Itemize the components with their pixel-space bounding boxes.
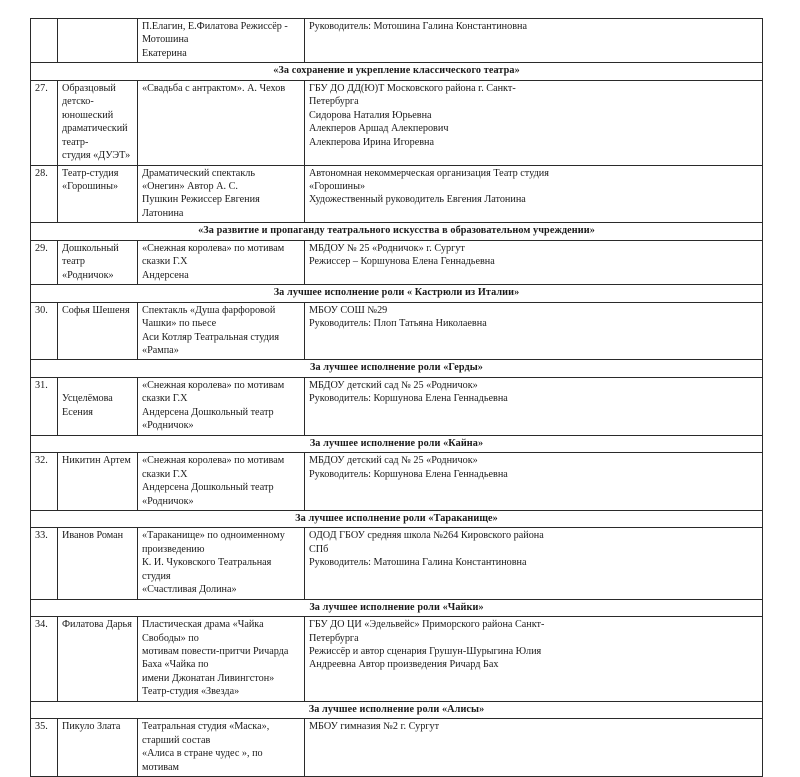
participant-name [58,302,138,360]
work-description [138,19,305,63]
organization-and-supervisor [305,240,763,284]
participant-name [58,617,138,702]
row-number: 34. [31,617,58,702]
organization-and-supervisor [305,528,763,599]
text-line: Образцовый детско- [62,82,116,108]
text-line: Дошкольный театр [62,242,119,268]
text-line: «Снежная королева» по мотивам сказки Г.Х [142,455,285,480]
row-number [31,19,58,63]
work-description [138,80,305,165]
table-row [31,165,763,223]
text-line: Пикуло Злата [62,721,121,733]
section-title: За лучшее исполнение роли «Герды» [31,360,763,377]
text-line: «Горошины» [62,180,119,192]
row-number: 32. [31,453,58,511]
work-description [138,302,305,360]
text-line: Петербурга [309,96,359,108]
text-line: Руководитель: Плоп Татьяна Николаевна [309,318,487,330]
row-number: 31. [31,377,58,435]
participant-name [58,240,138,284]
text-line: Иванов Роман [62,530,124,542]
text-line: Алекперова Ирина Игоревна [309,136,435,148]
text-line: П.Елагин, Е.Филатова Режиссёр - Мотошина [142,21,288,46]
row-number: 35. [31,719,58,777]
text-line: ГБУ ДО ЦИ «Эдельвейс» Приморского района Санкт- [309,619,545,631]
work-description [138,453,305,511]
participant-name [58,19,138,63]
participant-name [58,719,138,777]
text-line: «Тараканище» по одноименному произведению [142,530,285,555]
text-line: имени Джонатан Ливингстон» [142,672,275,684]
text-line: ГБУ ДО ДД(Ю)Т Московского района г. Санкт- [309,82,516,94]
text-line: Режиссер – Коршунова Елена Геннадьевна [309,256,495,268]
text-line: «Горошины» [309,180,366,192]
text-line: Художественный руководитель Евгения Латонина [309,194,526,206]
organization-and-supervisor [305,617,763,702]
text-line: МБОУ СОШ №29 [309,304,388,316]
section-title: За лучшее исполнение роли «Алисы» [31,701,763,718]
text-line: Театральная студия «Маска», старший состав [142,721,270,746]
section-title: «За развитие и пропаганду театрального искусства в образовательном учреждении» [31,223,763,240]
text-line: Екатерина [142,47,187,59]
section-title: За лучшее исполнение роли «Чайки» [31,599,763,616]
text-line: «Счастливая Долина» [142,584,237,596]
text-line: Пушкин Режиссер Евгения Латонина [142,194,260,219]
table-row [31,719,763,777]
participant-name [58,377,138,435]
text-line: Аси Котляр Театральная студия «Рампа» [142,331,280,356]
text-line: Пластическая драма «Чайка Свободы» по [142,619,264,644]
section-title: За лучшее исполнение роли «Тараканище» [31,510,763,527]
section-header-row [31,701,763,718]
table-body [31,19,763,777]
row-number: 30. [31,302,58,360]
participant-name [58,453,138,511]
text-line: Петербурга [309,632,359,644]
table-row [31,302,763,360]
text-line: юношеский [62,109,114,121]
text-line: «Свадьба с антрактом». А. Чехов [142,82,286,94]
section-title: За лучшее исполнение роли «Кайна» [31,435,763,452]
text-line: Драматический спектакль «Онегин» Автор А. С. [142,167,256,192]
text-line: МБДОУ детский сад № 25 «Родничок» [309,379,478,391]
work-description [138,528,305,599]
text-line: Андерсена [142,269,189,281]
participant-name [58,80,138,165]
text-line: Руководитель: Коршунова Елена Геннадьевна [309,393,508,405]
text-line: Театр-студия «Звезда» [142,686,240,698]
text-line: Руководитель: Коршунова Елена Геннадьевна [309,468,508,480]
section-header-row [31,360,763,377]
organization-and-supervisor [305,302,763,360]
section-header-row [31,435,763,452]
text-line: «Родничок» [62,269,114,281]
table-row [31,80,763,165]
work-description [138,719,305,777]
text-line: Театр-студия [62,167,119,179]
table-row [31,528,763,599]
text-line: Андреевна Автор произведения Ричард Бах [309,659,499,671]
text-line: «Снежная королева» по мотивам сказки Г.Х [142,379,285,405]
organization-and-supervisor [305,80,763,165]
participant-name [58,165,138,223]
text-line: СПб [309,543,329,555]
text-line: МБДОУ № 25 «Родничок» г. Сургут [309,242,465,254]
text-line: драматический театр- [62,123,128,148]
text-line: мотивам повести-притчи Ричарда Баха «Чайка по [142,646,289,671]
table-row [31,453,763,511]
organization-and-supervisor [305,165,763,223]
work-description [138,165,305,223]
work-description [138,377,305,435]
text-line: ОДОД ГБОУ средняя школа №264 Кировского района [309,530,544,542]
text-line: «Снежная королева» по мотивам сказки Г.Х [142,242,285,268]
text-line: Руководитель: Матошина Галина Константиновна [309,557,527,569]
text-line: Филатова Дарья [62,619,132,631]
table-row [31,19,763,63]
work-description [138,617,305,702]
participant-name [58,528,138,599]
text-line: МБОУ гимназия №2 г. Сургут [309,721,440,733]
text-line: «Алиса в стране чудес », по мотивам [142,748,263,773]
organization-and-supervisor [305,453,763,511]
text-line: Алекперов Аршад Алекперович [309,123,449,135]
award-results-table [30,18,763,777]
table-row [31,377,763,435]
text-line: Софья Шешеня [62,304,130,316]
section-header-row [31,599,763,616]
section-header-row [31,510,763,527]
organization-and-supervisor [305,719,763,777]
row-number: 28. [31,165,58,223]
text-line: МБДОУ детский сад № 25 «Родничок» [309,455,478,467]
text-line: Андерсена Дошкольный театр «Родничок» [142,482,274,507]
text-line: Руководитель: Мотошина Галина Константиновна [309,21,527,32]
text-line: Сидорова Наталия Юрьевна [309,109,432,121]
organization-and-supervisor [305,377,763,435]
table-row [31,240,763,284]
section-header-row [31,223,763,240]
section-header-row [31,63,763,80]
section-title: За лучшее исполнение роли « Кастрюли из Италии» [31,285,763,302]
row-number: 29. [31,240,58,284]
text-line: Усцелёмова Есения [62,393,113,418]
organization-and-supervisor [305,19,763,63]
text-line: Никитин Артем [62,455,131,467]
row-number: 33. [31,528,58,599]
text-line: К. И. Чуковского Театральная студия [142,557,272,582]
work-description [138,240,305,284]
section-header-row [31,285,763,302]
table-row [31,617,763,702]
text-line: Автономная некоммерческая организация Театр студия [309,167,549,179]
section-title: «За сохранение и укрепление классического театра» [31,63,763,80]
text-line: Спектакль «Душа фарфоровой Чашки» по пьесе [142,304,276,330]
text-line: студия «ДУЭТ» [62,150,131,162]
text-line: Андерсена Дошкольный театр «Родничок» [142,406,274,432]
text-line: Режиссёр и автор сценария Грушун-Шурыгина Юлия [309,646,542,658]
row-number: 27. [31,80,58,165]
